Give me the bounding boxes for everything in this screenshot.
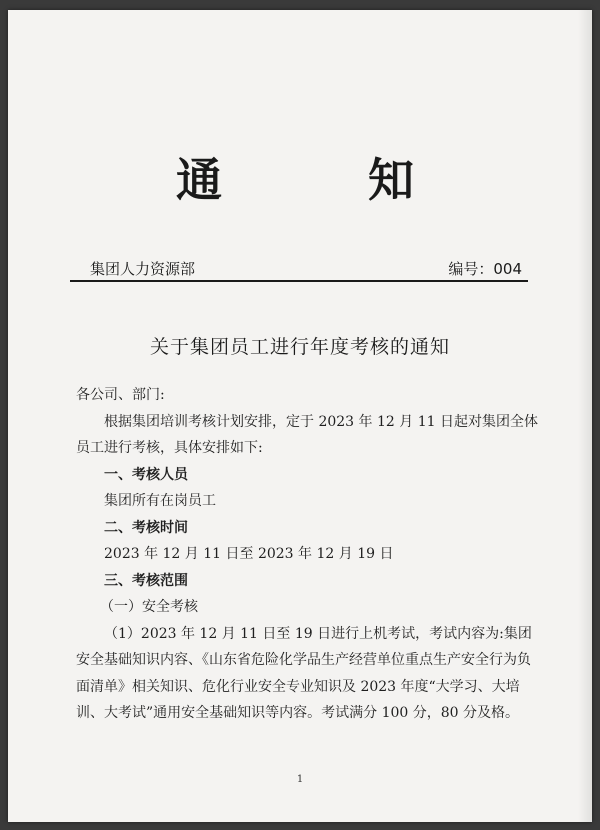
header-divider	[70, 280, 528, 282]
issuer-row	[70, 258, 528, 280]
section-text-time: 2023 年 12 月 11 日至 2023 年 12 月 19 日	[104, 546, 394, 562]
page-number: 1	[296, 774, 304, 785]
document-body	[76, 382, 538, 727]
safety-exam-paragraph: （1）2023 年 12 月 11 日至 19 日进行上机考试，考试内容为:集团安全基础知识内容、《山东省危险化学品生产经营单位重点生产安全行为负面清单》相关知识、危化行业安全专业知识及 2023 年度“大学习、大培训、大考试”通用安全基础知识等内容。考试满分 100 分，80 分及格。	[76, 625, 532, 721]
subsection-heading-safety: （一）安全考核	[100, 599, 198, 615]
section-heading-time: 二、考核时间	[104, 519, 188, 536]
notice-heading-char-1: 通	[176, 153, 222, 207]
page-edge-shadow	[578, 10, 592, 822]
section-heading-scope: 三、考核范围	[104, 572, 188, 589]
section-heading-personnel: 一、考核人员	[104, 466, 188, 483]
notice-heading	[8, 150, 592, 220]
document-number: 编号：004	[448, 260, 522, 278]
intro-paragraph: 根据集团培训考核计划安排，定于 2023 年 12 月 11 日起对集团全体员工进行考核，具体安排如下:	[76, 413, 538, 456]
notice-heading-char-2: 知	[368, 153, 414, 207]
issuing-department: 集团人力资源部	[90, 260, 196, 278]
section-text-personnel: 集团所有在岗员工	[104, 493, 216, 509]
salutation: 各公司、部门:	[76, 387, 165, 403]
document-subject: 关于集团员工进行年度考核的通知	[149, 336, 450, 358]
document-page	[8, 10, 592, 822]
